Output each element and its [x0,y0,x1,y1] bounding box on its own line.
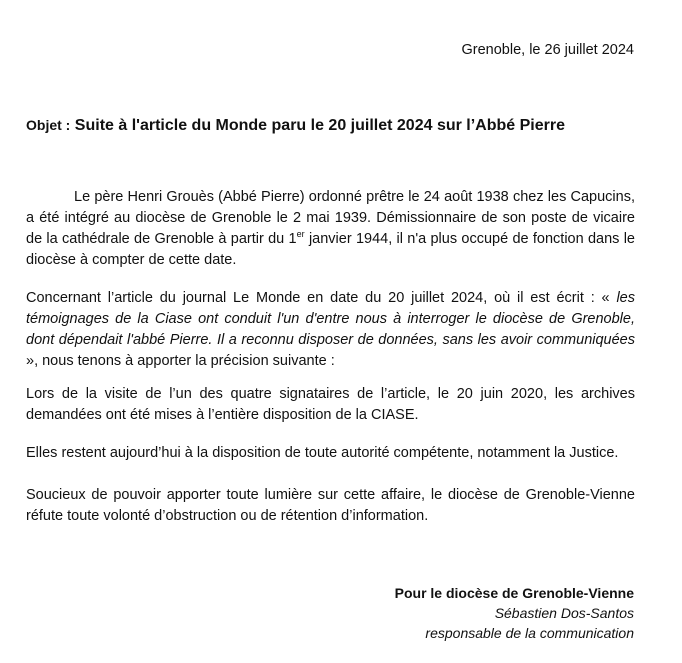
paragraph-article-reference [26,288,635,372]
paragraph-article-text-b: », nous tenons à apporter la précision suivante : [26,353,335,369]
ordinal-superscript: er [296,229,305,240]
letter-date: Grenoble, le 26 juillet 2024 [461,42,634,58]
signature-block [395,583,634,643]
paragraph-biography-text-a: Le père Henri Grouès (Abbé Pierre) ordonné prêtre le 24 août 1938 chez les Capucins, a été intégré au diocèse de Grenoble le 2 mai 1939. Démissionnaire de son poste de vicaire de la cathédrale de Grenoble à partir du 1 [26,189,635,247]
paragraph-biography [26,187,635,271]
paragraph-archives-visit: Lors de la visite de l’un des quatre signataires de l’article, le 20 juin 2020, les archives demandées ont été mises à l’entière disposition de la CIASE. [26,386,635,423]
signature-name: Sébastien Dos-Santos [494,605,634,621]
article-quote: les témoignages de la Ciase ont conduit l'un d'entre nous à interroger le diocèse de Grenoble, dont dépendait l'abbé Pierre. Il a reconnu disposer de données, sans les avoir communiquées [26,290,635,348]
letter-subject-line [26,117,565,135]
letter-subject: Suite à l'article du Monde paru le 20 juillet 2024 sur l’Abbé Pierre [74,117,565,134]
signature-role: responsable de la communication [425,625,634,641]
object-label: Objet : [26,117,71,133]
paragraph-availability: Elles restent aujourd’hui à la disposition de toute autorité compétente, notamment la Justice. [26,445,619,461]
paragraph-article-text-a: Concernant l’article du journal Le Monde en date du 20 juillet 2024, où il est écrit : « [26,290,617,306]
paragraph-biography-text-b: janvier 1944, il n'a plus occupé de fonction dans le diocèse à compter de cette date. [26,231,635,268]
paragraph-conclusion: Soucieux de pouvoir apporter toute lumière sur cette affaire, le diocèse de Grenoble-Vienne réfute toute volonté d’obstruction ou de rétention d’information. [26,487,635,524]
signature-organization: Pour le diocèse de Grenoble-Vienne [394,585,634,601]
